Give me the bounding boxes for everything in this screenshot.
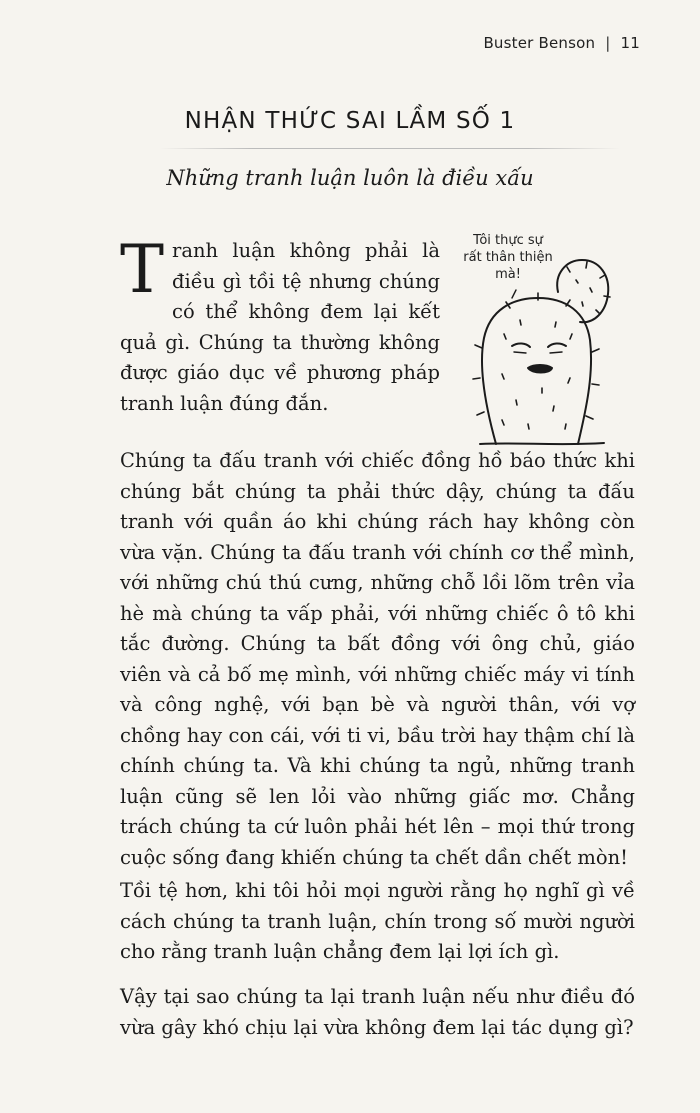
paragraph-1 (120, 231, 440, 419)
paragraph-1-text: ranh luận không phải là điều gì tồi tệ nhưng chúng có thể không đem lại kết quả gì. Chúng ta thường không được giáo dục về phương pháp tranh luận đúng đắn. (120, 239, 440, 415)
paragraph-3: Tồi tệ hơn, khi tôi hỏi mọi người rằng họ nghĩ gì về cách chúng ta tranh luận, chín trong số mười người cho rằng tranh luận chẳng đem lại lợi ích gì. (120, 879, 635, 963)
chapter-title: NHẬN THỨC SAI LẦM SỐ 1 (184, 108, 516, 134)
title-divider (160, 148, 620, 149)
running-header (483, 34, 640, 52)
speech-bubble-text: Tôi thực sự rất thân thiện mà! (463, 233, 553, 282)
drop-cap: T (120, 231, 165, 308)
paragraph-2: Chúng ta đấu tranh với chiếc đồng hồ báo thức khi chúng bắt chúng ta phải thức dậy, chúng ta đấu tranh với quần áo khi chúng rách hay không còn vừa vặn. Chúng ta đấu tranh với chính cơ thể mình, với những chú thú cưng, những chỗ lồi lõm trên vỉa hè mà chúng ta vấp phải, với những chiếc ô tô khi tắc đường. Chúng ta bất đồng với ông chủ, giáo viên và cả bố mẹ mình, với những chiếc máy vi tính và công nghệ, với bạn bè và người thân, với vợ chồng hay con cái, với ti vi, bầu trời hay thậm chí là chính chúng ta. Và khi chúng ta ngủ, những tranh luận cũng sẽ len lỏi vào những giấc mơ. Chẳng trách chúng ta cứ luôn phải hét lên – mọi thứ trong cuộc sống đang khiến chúng ta chết dần chết mòn! (120, 449, 635, 869)
paragraph-4: Vậy tại sao chúng ta lại tranh luận nếu như điều đó vừa gây khó chịu lại vừa không đem lại tác dụng gì? (120, 985, 635, 1039)
header-separator: | (605, 34, 611, 52)
header-author: Buster Benson (483, 34, 596, 52)
page-number: 11 (620, 34, 640, 52)
chapter-subtitle: Những tranh luận luôn là điều xấu (166, 166, 534, 190)
